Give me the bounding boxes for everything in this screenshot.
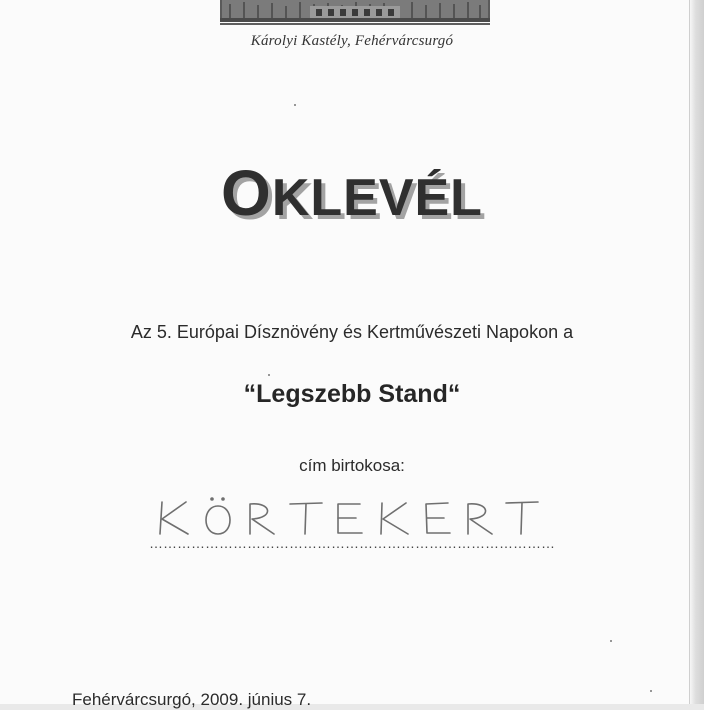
scan-speck [610, 640, 612, 642]
castle-engraving-image [220, 0, 490, 26]
holder-label: cím birtokosa: [299, 456, 405, 475]
scan-speck [294, 104, 296, 106]
intro-text: Az 5. Európai Dísznövény és Kertművészeti Napokon a [130, 322, 574, 342]
castle-caption: Károlyi Kastély, Fehérvárcsurgó [250, 33, 454, 49]
title-initial: O [221, 157, 272, 229]
scan-border [690, 0, 704, 704]
award-name: “Legszebb Stand“ [243, 380, 461, 408]
title-rest: KLEVÉL [271, 169, 483, 227]
certificate-title [0, 148, 704, 238]
place-and-date: Fehérvárcsurgó, 2009. június 7. [72, 690, 312, 709]
scan-speck [650, 690, 652, 692]
scan-speck [268, 374, 270, 376]
signature-dotted-line: …………………………………………………………………………… [149, 535, 555, 551]
